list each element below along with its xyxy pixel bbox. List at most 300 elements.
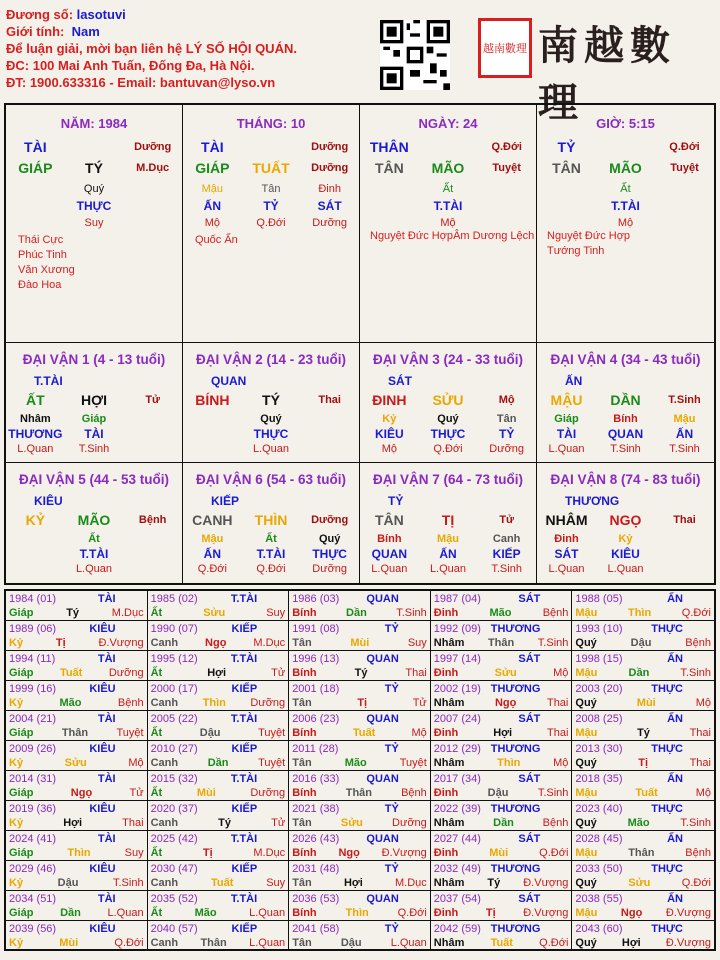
year-bottom bbox=[9, 696, 144, 710]
year-label: 1986 (03) bbox=[292, 593, 340, 605]
year-top bbox=[151, 622, 286, 636]
year-branch: Mùi bbox=[489, 847, 509, 859]
gender-value: Nam bbox=[71, 24, 100, 39]
year-stem: Quý bbox=[575, 877, 597, 889]
year-top bbox=[9, 832, 144, 846]
year-branch: Hợi bbox=[493, 727, 513, 739]
year-bottom bbox=[151, 846, 286, 860]
year-bottom bbox=[434, 666, 569, 680]
year-stem: Đinh bbox=[433, 727, 459, 739]
year-cell bbox=[289, 921, 431, 951]
year-cell bbox=[6, 831, 148, 861]
year-status: Tuyệt bbox=[258, 727, 286, 739]
dai-van-title: ĐẠI VẬN 4 (34 - 43 tuổi) bbox=[550, 352, 701, 367]
dai-van-sub2 bbox=[537, 427, 714, 442]
year-star: T.TÀI bbox=[230, 653, 258, 665]
year-stem: Giáp bbox=[9, 907, 34, 919]
year-branch: Mão bbox=[489, 607, 512, 619]
pillar-top-0: THÂN bbox=[369, 139, 409, 155]
year-star: T.TÀI bbox=[230, 713, 258, 725]
pillar-sub2-1: TỶ bbox=[263, 199, 279, 213]
pillar-cell bbox=[537, 105, 714, 343]
year-star: THỰC bbox=[651, 803, 683, 815]
year-branch: Dậu bbox=[57, 877, 79, 889]
year-top bbox=[151, 892, 286, 906]
year-top bbox=[292, 622, 427, 636]
year-star: SÁT bbox=[518, 653, 541, 665]
year-bottom bbox=[151, 636, 286, 650]
dai-van-row2-0: BÍNH bbox=[195, 392, 230, 408]
phone-email-line: ĐT: 1900.633316 - Email: bantuvan@lyso.vn bbox=[6, 75, 276, 90]
pillar-top-2: Q.Đới bbox=[669, 141, 700, 153]
pillar-sub2-2: SÁT bbox=[317, 199, 342, 213]
pillar-sub2-2 bbox=[123, 198, 182, 215]
dai-van-row2-1: MÃO bbox=[77, 512, 111, 528]
year-cell bbox=[572, 921, 714, 951]
dai-van-sub2 bbox=[360, 547, 536, 562]
year-top bbox=[9, 592, 144, 606]
gender-label: Giới tính: bbox=[6, 24, 65, 39]
dai-van-sub1-1: Bính bbox=[613, 413, 638, 425]
owner-label: Đương số: bbox=[6, 7, 74, 22]
year-bottom bbox=[292, 636, 427, 650]
dai-van-sub1-0 bbox=[183, 412, 242, 427]
pillar-cell bbox=[360, 105, 537, 343]
pillar-cell bbox=[6, 105, 183, 343]
year-bottom bbox=[292, 786, 427, 800]
year-star: THỰC bbox=[651, 923, 683, 935]
year-star: TỶ bbox=[384, 863, 399, 875]
dai-van-sub1 bbox=[183, 532, 359, 547]
year-top bbox=[575, 802, 711, 816]
year-status: Dưỡng bbox=[392, 817, 427, 829]
year-bottom bbox=[292, 846, 427, 860]
pillar-top-2: Dưỡng bbox=[311, 141, 349, 153]
owner-value: lasotuvi bbox=[76, 7, 126, 22]
year-label: 2033 (50) bbox=[575, 863, 623, 875]
dai-van-sub1-1: Mậu bbox=[436, 533, 459, 545]
dai-van-sub1-2: Canh bbox=[492, 533, 521, 545]
dai-van-sub3-0 bbox=[6, 562, 65, 577]
year-label: 2043 (60) bbox=[575, 923, 623, 935]
dai-van-star: THƯƠNG bbox=[565, 494, 620, 508]
year-branch: Thìn bbox=[67, 847, 91, 859]
dai-van-sub3-0 bbox=[183, 442, 242, 457]
year-bottom bbox=[575, 906, 711, 920]
year-stem: Giáp bbox=[9, 787, 34, 799]
year-branch: Ngọ bbox=[338, 847, 360, 859]
year-label: 2007 (24) bbox=[433, 713, 481, 725]
year-cell bbox=[572, 861, 714, 891]
year-branch: Tý bbox=[354, 667, 368, 679]
dai-van-sub3-2 bbox=[123, 562, 182, 577]
pillar-row bbox=[6, 139, 182, 156]
year-branch: Tý bbox=[637, 727, 650, 739]
year-top bbox=[151, 592, 286, 606]
dai-van-title: ĐẠI VẬN 2 (14 - 23 tuổi) bbox=[195, 352, 347, 367]
year-branch: Thìn bbox=[345, 907, 369, 919]
pillar-sub1-0 bbox=[360, 181, 419, 198]
year-branch: Dần bbox=[60, 907, 81, 919]
year-cell bbox=[572, 621, 714, 651]
year-status: T.Sinh bbox=[680, 817, 711, 829]
year-bottom bbox=[575, 876, 711, 890]
year-bottom bbox=[434, 696, 569, 710]
year-cell bbox=[6, 681, 148, 711]
year-status: Bệnh bbox=[542, 607, 569, 619]
dai-van-sub1-1: Kỷ bbox=[618, 533, 633, 545]
pillar-sub1-0: Mậu bbox=[201, 183, 224, 195]
pillar-star: Âm Dương Lệch bbox=[453, 230, 535, 242]
pillar-row2-0: TÂN bbox=[552, 160, 581, 176]
dai-van-row bbox=[183, 512, 359, 529]
year-cell bbox=[289, 831, 431, 861]
dai-van-row2-2: Dưỡng bbox=[311, 514, 349, 526]
year-status: Tuyệt bbox=[399, 757, 427, 769]
year-top bbox=[292, 922, 427, 936]
year-label: 2031 (48) bbox=[292, 863, 340, 875]
year-bottom bbox=[575, 846, 711, 860]
pillar-row2-1: MÃO bbox=[609, 160, 642, 176]
pillar-sub1-1: Ất bbox=[620, 183, 631, 195]
dai-van-sub1-0: Nhâm bbox=[20, 413, 51, 425]
year-status: T.Sinh bbox=[680, 667, 711, 679]
year-top bbox=[434, 592, 569, 606]
year-cell bbox=[572, 711, 714, 741]
year-bottom bbox=[434, 756, 569, 770]
dai-van-sub1 bbox=[360, 412, 536, 427]
year-bottom bbox=[434, 936, 569, 950]
year-top bbox=[151, 652, 286, 666]
dai-van-title: ĐẠI VẬN 5 (44 - 53 tuổi) bbox=[18, 472, 170, 487]
year-status: Suy bbox=[407, 637, 427, 649]
dai-van-row bbox=[6, 512, 182, 529]
dai-van-sub3-1: T.Sinh bbox=[610, 443, 641, 455]
year-top bbox=[292, 742, 427, 756]
year-stem: Canh bbox=[150, 817, 179, 829]
pillar-top-1 bbox=[419, 139, 478, 156]
pillar-sub2-0 bbox=[537, 198, 596, 215]
year-cell bbox=[289, 891, 431, 921]
year-bottom bbox=[434, 876, 569, 890]
dai-van-sub3 bbox=[6, 442, 182, 457]
year-stem: Kỷ bbox=[9, 637, 24, 649]
year-status: Đ.Vượng bbox=[665, 937, 711, 949]
year-label: 2034 (51) bbox=[9, 893, 57, 905]
year-branch: Sửu bbox=[64, 757, 87, 769]
year-stem: Kỷ bbox=[9, 877, 24, 889]
year-cell bbox=[6, 621, 148, 651]
year-star: THỰC bbox=[651, 623, 683, 635]
year-status: Q.Đới bbox=[539, 937, 569, 949]
year-star: KIÊU bbox=[89, 683, 116, 695]
calligraphy-title: 南越數理 bbox=[538, 22, 676, 126]
year-stem: Quý bbox=[575, 697, 597, 709]
year-stem: Đinh bbox=[433, 607, 459, 619]
dai-van-sub1 bbox=[183, 412, 359, 427]
dai-van-star: TỶ bbox=[388, 494, 404, 508]
pillar-star: Tướng Tinh bbox=[547, 245, 605, 257]
year-label: 2035 (52) bbox=[150, 893, 198, 905]
pillar-title: NĂM: 1984 bbox=[60, 116, 128, 131]
year-label: 2038 (55) bbox=[575, 893, 623, 905]
year-stem: Tân bbox=[292, 817, 312, 829]
dai-van-sub3 bbox=[6, 562, 182, 577]
dai-van-title: ĐẠI VẬN 7 (64 - 73 tuổi) bbox=[372, 472, 524, 487]
year-star: THƯƠNG bbox=[490, 683, 541, 695]
year-bottom bbox=[434, 906, 569, 920]
year-bottom bbox=[575, 936, 711, 950]
year-bottom bbox=[151, 606, 286, 620]
year-branch: Dần bbox=[346, 607, 367, 619]
dai-van-sub2 bbox=[6, 547, 182, 562]
dai-van-sub2-2 bbox=[123, 547, 182, 562]
year-label: 1984 (01) bbox=[9, 593, 57, 605]
year-status: Q.Đới bbox=[681, 877, 711, 889]
year-stem: Nhâm bbox=[433, 757, 465, 769]
dai-van-sub3-0: L.Quan bbox=[371, 563, 408, 575]
year-bottom bbox=[575, 756, 711, 770]
year-branch: Mão bbox=[627, 817, 650, 829]
year-label: 2006 (23) bbox=[292, 713, 340, 725]
year-cell bbox=[148, 771, 290, 801]
dai-van-row2-1: NGỌ bbox=[609, 512, 642, 528]
year-top bbox=[9, 862, 144, 876]
year-stem: Nhâm bbox=[433, 817, 465, 829]
dai-van-row bbox=[537, 512, 714, 529]
year-label: 2002 (19) bbox=[433, 683, 481, 695]
year-cell bbox=[148, 681, 290, 711]
year-bottom bbox=[575, 636, 711, 650]
dai-van-sub3-2: Dưỡng bbox=[312, 563, 348, 575]
dai-van-sub2-2 bbox=[655, 547, 714, 562]
year-top bbox=[292, 592, 427, 606]
year-top bbox=[434, 712, 569, 726]
year-cell bbox=[6, 891, 148, 921]
dai-van-sub1 bbox=[6, 412, 182, 427]
year-star: TÀI bbox=[97, 593, 116, 605]
year-cell bbox=[431, 711, 573, 741]
year-cell bbox=[289, 741, 431, 771]
dai-van-sub2-1: T.TÀI bbox=[256, 547, 286, 561]
dai-van-sub3-1: L.Quan bbox=[252, 443, 290, 455]
year-star: THỰC bbox=[651, 683, 683, 695]
dai-van-sub3-2: Dưỡng bbox=[489, 443, 525, 455]
year-branch: Tuất bbox=[210, 877, 234, 889]
pillar-top-1 bbox=[242, 139, 301, 156]
year-branch: Tuất bbox=[352, 727, 376, 739]
year-status: M.Dục bbox=[111, 607, 144, 619]
year-label: 2017 (34) bbox=[433, 773, 481, 785]
year-top bbox=[151, 712, 286, 726]
year-stem: Mậu bbox=[575, 907, 598, 919]
year-label: 1988 (05) bbox=[575, 593, 623, 605]
dai-van-row2-1: TÝ bbox=[262, 392, 280, 408]
dai-van-row2-1: DẦN bbox=[610, 392, 641, 408]
year-top bbox=[292, 682, 427, 696]
pillar-stars-list bbox=[370, 229, 534, 244]
year-cell bbox=[431, 801, 573, 831]
dai-van-sub3-0: L.Quan bbox=[17, 443, 54, 455]
year-branch: Dần bbox=[628, 667, 650, 679]
pillar-sub2-2 bbox=[655, 198, 714, 215]
year-cell bbox=[572, 771, 714, 801]
year-stem: Ất bbox=[150, 607, 163, 619]
year-cell bbox=[148, 861, 290, 891]
seal-text: 越南數理 bbox=[483, 42, 527, 55]
dai-van-sub3-1: L.Quan bbox=[429, 563, 467, 575]
year-cell bbox=[431, 651, 573, 681]
year-cell bbox=[6, 771, 148, 801]
pillar-sub3-2 bbox=[655, 215, 714, 232]
dai-van-sub2-0: THƯƠNG bbox=[8, 427, 63, 441]
year-bottom bbox=[9, 756, 144, 770]
pillar-sub2-1: THỰC bbox=[76, 199, 112, 213]
year-status: Mộ bbox=[128, 757, 144, 769]
pillar-sub3-2 bbox=[123, 215, 182, 232]
red-seal-logo bbox=[478, 18, 532, 78]
dai-van-sub2-0: QUAN bbox=[371, 547, 407, 561]
dai-van-sub2-1: KIÊU bbox=[611, 547, 640, 561]
year-branch: Tý bbox=[487, 877, 501, 889]
year-label: 1996 (13) bbox=[292, 653, 340, 665]
year-cell bbox=[148, 801, 290, 831]
dai-van-sub1-0: Đinh bbox=[554, 533, 579, 545]
pillar-sub1-2 bbox=[655, 181, 714, 198]
year-star: QUAN bbox=[366, 893, 399, 905]
year-star: KIÊU bbox=[89, 743, 116, 755]
year-stem: Nhâm bbox=[433, 937, 465, 949]
dai-van-sub2-0: TÀI bbox=[556, 427, 577, 441]
year-stem: Canh bbox=[150, 697, 179, 709]
dai-van-cell bbox=[537, 343, 714, 463]
year-stem: Kỷ bbox=[9, 697, 24, 709]
year-stem: Canh bbox=[150, 937, 179, 949]
year-status: Q.Đới bbox=[114, 937, 144, 949]
year-status: Mộ bbox=[411, 727, 427, 739]
year-star: ẤN bbox=[667, 713, 683, 725]
dai-van-row bbox=[537, 392, 714, 409]
year-star: KIẾP bbox=[231, 623, 258, 635]
dai-van-sub3 bbox=[537, 442, 714, 457]
year-cell bbox=[289, 621, 431, 651]
year-star: KIẾP bbox=[231, 743, 258, 755]
year-branch: Thìn bbox=[497, 757, 521, 769]
year-top bbox=[151, 832, 286, 846]
dai-van-row2-2: Thai bbox=[673, 514, 696, 526]
dai-van-row2-2: T.Sinh bbox=[668, 394, 701, 406]
year-status: L.Quan bbox=[249, 907, 286, 919]
dai-van-sub1-0: Giáp bbox=[554, 413, 579, 425]
year-status: Tử bbox=[412, 697, 427, 709]
year-stem: Đinh bbox=[433, 847, 459, 859]
year-stem: Tân bbox=[292, 697, 312, 709]
year-branch: Mùi bbox=[636, 697, 656, 709]
pillar-row bbox=[183, 215, 359, 232]
dai-van-sub1-0: Mậu bbox=[201, 533, 224, 545]
pillar-row bbox=[360, 181, 536, 198]
year-star: KIẾP bbox=[231, 683, 258, 695]
year-stem: Canh bbox=[150, 877, 179, 889]
dai-van-sub2 bbox=[183, 427, 359, 442]
pillar-top-2: Dưỡng bbox=[134, 141, 172, 153]
pillar-row bbox=[537, 160, 714, 177]
year-stem: Nhâm bbox=[433, 637, 465, 649]
year-bottom bbox=[151, 786, 286, 800]
year-cell bbox=[572, 891, 714, 921]
year-status: Đ.Vượng bbox=[98, 637, 144, 649]
pillar-row2-1: MÃO bbox=[431, 160, 465, 176]
dai-van-sub2-1: QUAN bbox=[607, 427, 644, 441]
year-label: 1987 (04) bbox=[433, 593, 481, 605]
year-label: 2019 (36) bbox=[9, 803, 57, 815]
dai-van-row2-0: ĐINH bbox=[372, 392, 407, 408]
pillar-sub1-1: Tân bbox=[261, 183, 281, 195]
dai-van-sub1-2: Quý bbox=[318, 533, 341, 545]
year-bottom bbox=[9, 876, 144, 890]
year-star: KIẾP bbox=[231, 803, 258, 815]
year-cell bbox=[572, 681, 714, 711]
year-branch: Ngọ bbox=[494, 697, 517, 709]
year-label: 2021 (38) bbox=[292, 803, 340, 815]
year-status: T.Sinh bbox=[537, 787, 569, 799]
year-stem: Giáp bbox=[9, 847, 34, 859]
dai-van-sub3-1: Q.Đới bbox=[433, 443, 463, 455]
year-status: Đ.Vượng bbox=[381, 847, 427, 859]
contact-line: Để luận giải, mời bạn liên hệ LÝ SỐ HỘI QUÁN. bbox=[6, 41, 297, 56]
year-label: 1989 (06) bbox=[9, 623, 57, 635]
year-branch: Hợi bbox=[343, 877, 363, 889]
address-line: ĐC: 100 Mai Anh Tuấn, Đống Đa, Hà Nội. bbox=[6, 58, 255, 73]
year-cell bbox=[6, 591, 148, 621]
year-stem: Bính bbox=[292, 847, 317, 859]
year-top bbox=[9, 742, 144, 756]
year-label: 2030 (47) bbox=[150, 863, 198, 875]
year-label: 2016 (33) bbox=[292, 773, 340, 785]
year-star: TỶ bbox=[384, 923, 399, 935]
year-status: Thai bbox=[122, 817, 144, 829]
dai-van-cell bbox=[360, 463, 537, 583]
year-bottom bbox=[9, 636, 144, 650]
dai-van-sub2-1: T.TÀI bbox=[79, 547, 109, 561]
year-stem: Canh bbox=[150, 637, 179, 649]
dai-van-sub1-1: Quý bbox=[437, 413, 459, 425]
dai-van-row2-1: SỬU bbox=[432, 392, 464, 408]
year-stem: Quý bbox=[575, 637, 597, 649]
year-star: QUAN bbox=[366, 653, 399, 665]
year-branch: Ngọ bbox=[70, 787, 93, 799]
year-star: TÀI bbox=[97, 773, 116, 785]
year-bottom bbox=[151, 816, 286, 830]
dai-van-row2-1: HỢI bbox=[81, 392, 107, 408]
year-bottom bbox=[434, 816, 569, 830]
dai-van-sub2 bbox=[6, 427, 182, 442]
dai-van-star: SÁT bbox=[388, 374, 412, 388]
pillar-row2-0: GIÁP bbox=[18, 160, 53, 176]
year-status: Suy bbox=[124, 847, 144, 859]
dai-van-sub2-1: ẤN bbox=[439, 547, 457, 561]
year-branch: Thân bbox=[628, 847, 655, 859]
dai-van-row bbox=[183, 392, 359, 409]
year-top bbox=[151, 772, 286, 786]
year-status: Bệnh bbox=[117, 697, 144, 709]
dai-van-sub1 bbox=[537, 412, 714, 427]
pillar-star: Phúc Tinh bbox=[18, 249, 67, 261]
year-status: Đ.Vượng bbox=[523, 907, 569, 919]
year-status: Q.Đới bbox=[681, 607, 711, 619]
year-branch: Thân bbox=[487, 637, 515, 649]
dai-van-sub2-1: THỰC bbox=[430, 427, 466, 441]
